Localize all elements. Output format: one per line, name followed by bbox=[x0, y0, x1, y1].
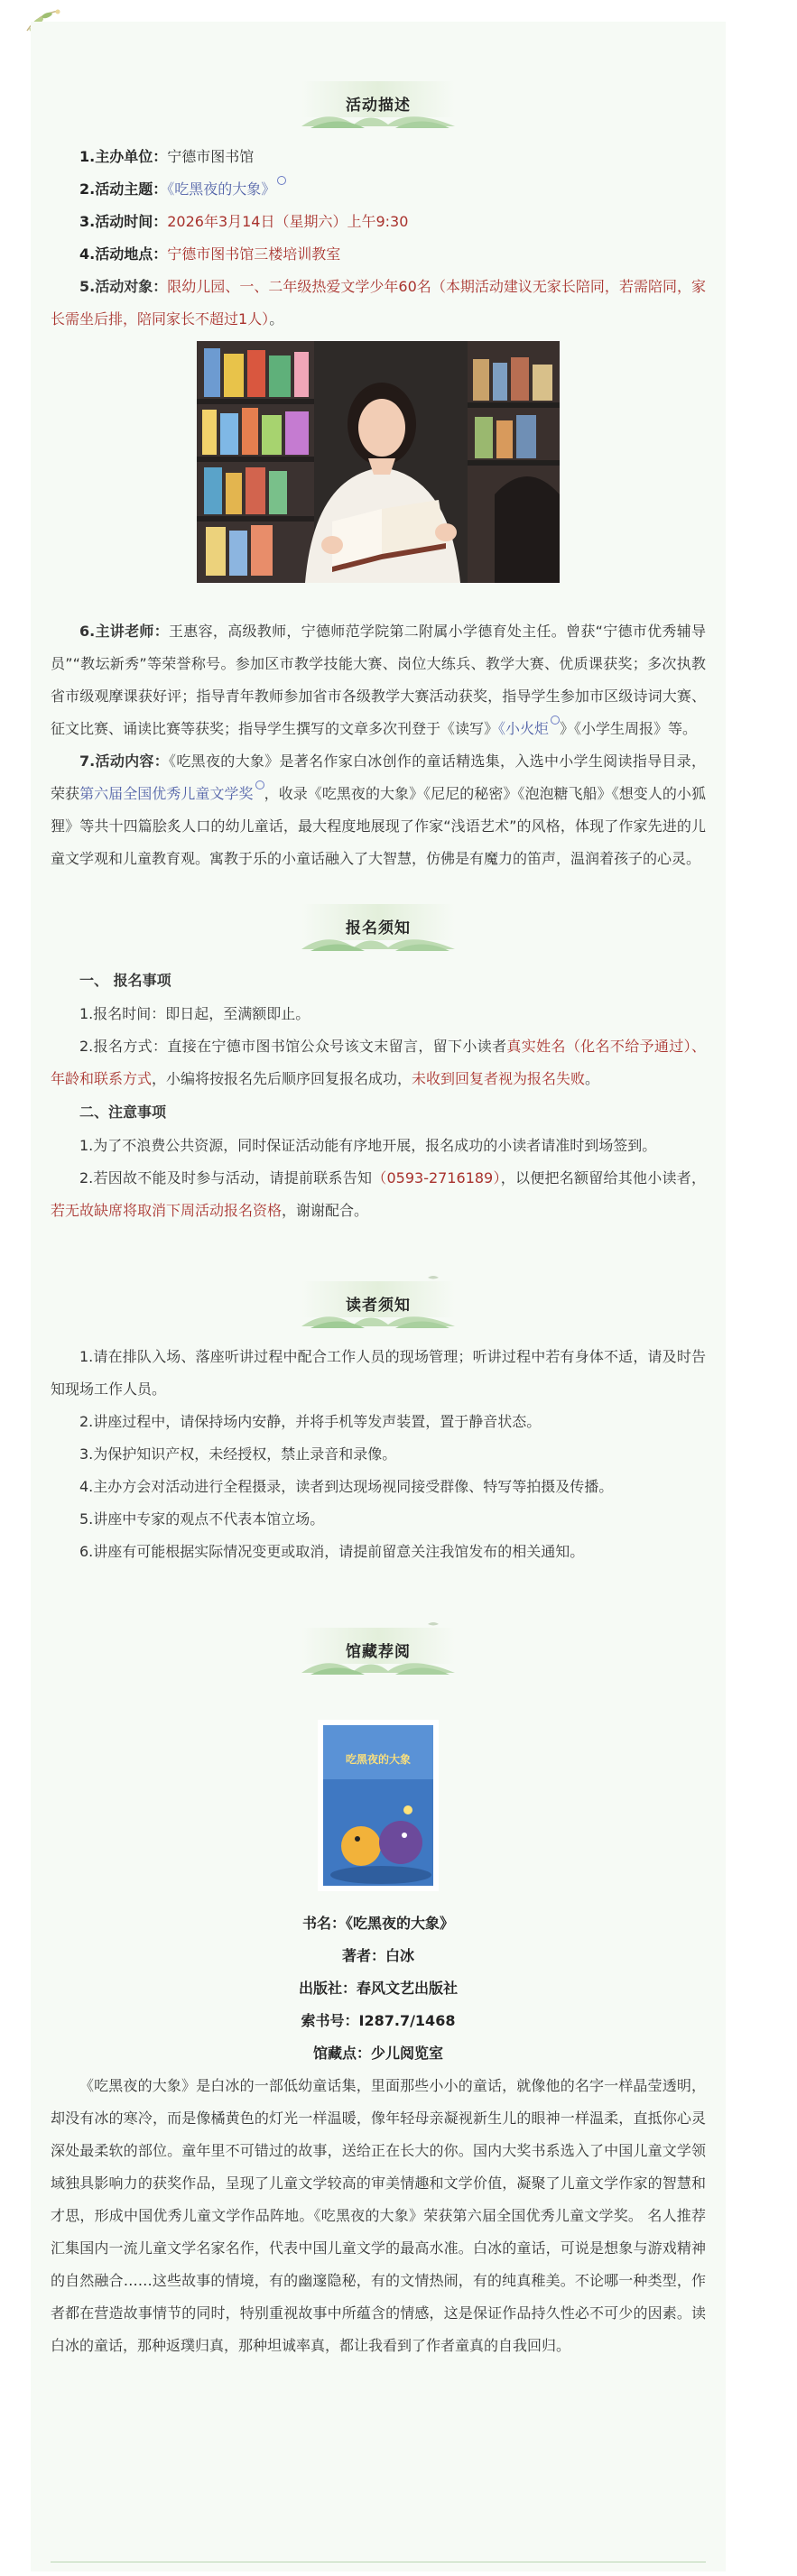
method-required-info: 真实姓名（化名不给予通过）、年龄和联系方式 bbox=[51, 1038, 706, 1087]
teacher-link[interactable]: 《小火炬 bbox=[498, 720, 550, 737]
time-label: 3.活动时间： bbox=[79, 213, 168, 230]
teacher-value: 王惠容，高级教师，宁德师范学院第二附属小学德育处主任。曾获“宁德市优秀辅导员”“教坛新秀”等荣誉称号。参加区市教学技能大赛、岗位大练兵、教学大赛、优质课获奖；多次执教省市级观摩课获好评；指导青年教师参加省市各级教学大赛活动获奖，指导学生参加市区级诗词大赛、征文比赛、诵读比赛等获奖；指导学生撰写的文章多次刊登于《读写》 bbox=[51, 623, 706, 737]
theme-link[interactable]: 《吃黑夜的大象》 bbox=[167, 180, 276, 198]
list-item: 5.讲座中专家的观点不代表本馆立场。 bbox=[79, 1510, 325, 1528]
place-value: 宁德市图书馆三楼培训教室 bbox=[167, 245, 341, 263]
award-link[interactable]: 第六届全国优秀儿童文学奖 bbox=[79, 785, 254, 802]
target-value: 限幼儿园、一、二年级热爱文学少年60名（本期活动建议无家长陪同，若需陪同，家长需坐后排，陪同家长不超过1人） bbox=[51, 278, 706, 328]
article-card bbox=[31, 22, 726, 2571]
method-end: 。 bbox=[585, 1070, 600, 1087]
time-value: 2026年3月14日（星期六）上午9:30 bbox=[167, 213, 409, 230]
theme-label: 2.活动主题： bbox=[79, 180, 168, 198]
teacher-label: 6.主讲老师： bbox=[79, 623, 169, 640]
section-title-reader bbox=[301, 1272, 455, 1332]
registration-heading: 一、 报名事项 bbox=[79, 972, 171, 989]
search-icon[interactable] bbox=[277, 176, 286, 185]
absence-warning: 若无故缺席将取消下周活动报名资格 bbox=[51, 1202, 283, 1219]
teacher-photo bbox=[197, 341, 560, 583]
section-title-activity bbox=[301, 72, 455, 132]
content-row bbox=[51, 745, 706, 875]
section-title-label: 报名须知 bbox=[346, 919, 411, 937]
search-icon[interactable] bbox=[551, 716, 560, 725]
book-call-number: 索书号：I287.7/1468 bbox=[301, 2012, 456, 2029]
method-text-2: ，小编将按报名先后顺序回复报名成功， bbox=[152, 1070, 412, 1087]
reader-rules-list bbox=[51, 1341, 706, 1568]
notice-end: ，谢谢配合。 bbox=[282, 1202, 369, 1219]
book-intro: 《吃黑夜的大象》是白冰的一部低幼童话集，里面那些小小的童话，就像他的名字一样晶莹透明，却没有冰的寒冷，而是像橘黄色的灯光一样温暖，像年轻母亲凝视新生儿的眼神一样温柔，直抵你心灵深处最柔软的部位。童年里不可错过的故事，送给正在长大的你。国内大奖书系选入了中国儿童文学领域独具影响力的获奖作品，呈现了儿童文学较高的审美情趣和文学价值，凝聚了儿童文学作家的智慧和才思，形成中国优秀儿童文学作品阵地。《吃黑夜的大象》荣获第六届全国优秀儿童文学奖。 名人推荐 汇集国内一流儿童文学名家名作，代表中国儿童文学的最高水准。白冰的童话，可说是想象与游戏精神的自然融合……这些故事的情境，有的幽邃隐秘，有的文情热闹，有的纯真稚美。不论哪一种类型，作者都在营造故事情节的同时，特别重视故事中所蕴含的情感，这是保证作品持久性必不可少的因素。读白冰的童话，那种返璞归真，那种坦诚率真，都让我看到了作者童真的自我回归。 bbox=[51, 2077, 706, 2354]
target-end: 。 bbox=[269, 310, 284, 328]
time-row bbox=[51, 206, 706, 238]
book-cover-title: 吃黑夜的大象 bbox=[345, 1753, 412, 1766]
host-label: 1.主办单位： bbox=[79, 148, 168, 165]
section-title-collection bbox=[301, 1619, 455, 1678]
notice-item-1: 1.为了不浪费公共资源，同时保证活动能有序地开展，报名成功的小读者请准时到场签到。 bbox=[79, 1137, 657, 1154]
registration-item-method bbox=[51, 1030, 706, 1095]
book-cover bbox=[318, 1720, 439, 1891]
list-item: 4.主办方会对活动进行全程摄录，读者到达现场视同接受群像、特写等拍摄及传播。 bbox=[79, 1478, 614, 1495]
list-item: 2.讲座过程中，请保持场内安静，并将手机等发声装置，置于静音状态。 bbox=[79, 1413, 542, 1430]
list-item: 6.讲座有可能根据实际情况变更或取消，请提前留意关注我馆发布的相关通知。 bbox=[79, 1543, 585, 1560]
registration-item-time: 1.报名时间：即日起，至满额即止。 bbox=[79, 1005, 310, 1022]
section-title-label: 馆藏荐阅 bbox=[346, 1643, 411, 1661]
method-failure-note: 未收到回复者视为报名失败 bbox=[412, 1070, 586, 1087]
book-publisher: 出版社：春风文艺出版社 bbox=[298, 1980, 458, 1997]
section-title-label: 活动描述 bbox=[346, 97, 411, 115]
place-row bbox=[51, 238, 706, 271]
target-label: 5.活动对象： bbox=[79, 278, 168, 295]
teacher-tail: 》《小学生周报》等。 bbox=[560, 720, 698, 737]
book-location: 馆藏点：少儿阅览室 bbox=[312, 2045, 443, 2062]
contact-phone: （0593-2716189） bbox=[372, 1169, 501, 1186]
target-row bbox=[51, 271, 706, 336]
teacher-row bbox=[51, 615, 706, 745]
notice-text-1: 2.若因故不能及时参与活动，请提前联系告知 bbox=[79, 1169, 373, 1186]
notice-heading: 二、注意事项 bbox=[79, 1103, 167, 1121]
section-title-registration bbox=[301, 895, 455, 955]
content-label: 7.活动内容： bbox=[79, 752, 170, 770]
notice-item-2 bbox=[51, 1162, 706, 1227]
book-author: 著者：白冰 bbox=[341, 1947, 414, 1964]
notice-text-2: ，以便把名额留给其他小读者， bbox=[500, 1169, 706, 1186]
place-label: 4.活动地点： bbox=[79, 245, 168, 263]
theme-row bbox=[51, 173, 706, 206]
list-item: 1.请在排队入场、落座听讲过程中配合工作人员的现场管理；听讲过程中若有身体不适，请及时告知现场工作人员。 bbox=[51, 1348, 706, 1398]
content-text-2: ，收录《吃黑夜的大象》《尼尼的秘密》《泡泡糖飞船》《想变人的小狐狸》等共十四篇脍炙人口的幼儿童话，最大程度地展现了作家“浅语艺术”的风格，体现了作家先进的儿童文学观和儿童教育观。寓教于乐的小童话融入了大智慧，仿佛是有魔力的笛声，温润着孩子的心灵。 bbox=[51, 785, 706, 867]
host-value: 宁德市图书馆 bbox=[167, 148, 255, 165]
list-item: 3.为保护知识产权，未经授权，禁止录音和录像。 bbox=[79, 1445, 397, 1463]
method-text-1: 2.报名方式：直接在宁德市图书馆公众号该文末留言，留下小读者 bbox=[79, 1038, 507, 1055]
section-title-label: 读者须知 bbox=[346, 1297, 411, 1315]
content-text-1: 《吃黑夜的大象》是著名作家白冰创作的童话精选集，入选中小学生阅读指导目录，荣获 bbox=[51, 752, 706, 802]
book-name: 书名：《吃黑夜的大象》 bbox=[301, 1915, 454, 1932]
host-row bbox=[51, 141, 706, 173]
search-icon[interactable] bbox=[255, 780, 264, 789]
